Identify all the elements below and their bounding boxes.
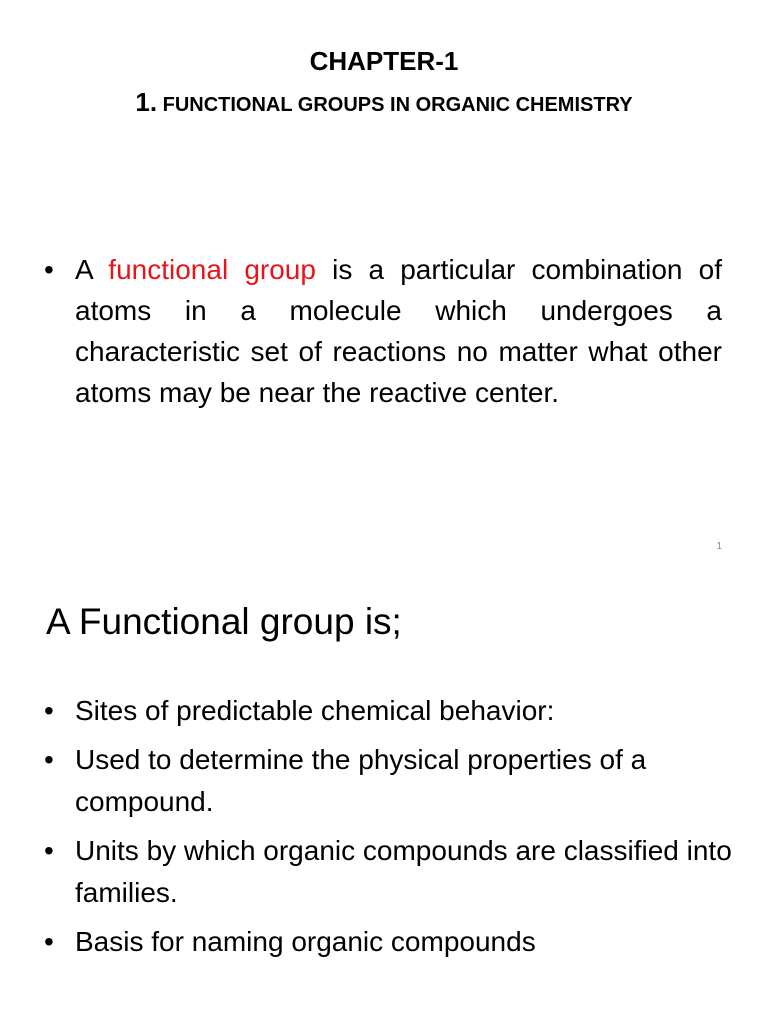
- list-item-text: Sites of predictable chemical behavior:: [75, 695, 555, 726]
- list-item-text: Basis for naming organic compounds: [75, 926, 536, 957]
- bullet-icon: •: [44, 835, 54, 866]
- list-item: [44, 739, 734, 823]
- section-number: 1.: [135, 87, 158, 117]
- list-item: [44, 921, 734, 963]
- properties-list: [44, 690, 734, 970]
- definition-rest: is a particular combination of atoms in a molecule which undergoes a characteristic set of reactions no matter what other atoms may be near the reactive center.: [75, 254, 722, 408]
- definition-block: [44, 249, 722, 413]
- bullet-icon: •: [44, 926, 54, 957]
- bullet-icon: •: [44, 254, 54, 285]
- list-item: [44, 690, 734, 732]
- definition-text: [75, 249, 722, 413]
- bullet-icon: •: [44, 695, 54, 726]
- page-number: 1: [716, 541, 722, 552]
- definition-bullet: [44, 249, 722, 413]
- section-title-text: FUNCTIONAL GROUPS IN ORGANIC CHEMISTRY: [162, 94, 633, 116]
- slide-2: [0, 575, 768, 1024]
- chapter-title: CHAPTER-1: [309, 46, 459, 76]
- bullet-icon: •: [44, 744, 54, 775]
- section-title: [0, 86, 768, 121]
- list-item: [44, 830, 734, 914]
- definition-highlight: functional group: [108, 254, 316, 285]
- definition-prefix: A: [75, 254, 109, 285]
- list-item-text: Units by which organic compounds are classified into families.: [75, 835, 732, 908]
- list-item-text: Used to determine the physical properties of a compound.: [75, 744, 647, 817]
- slide2-heading: A Functional group is;: [46, 601, 402, 642]
